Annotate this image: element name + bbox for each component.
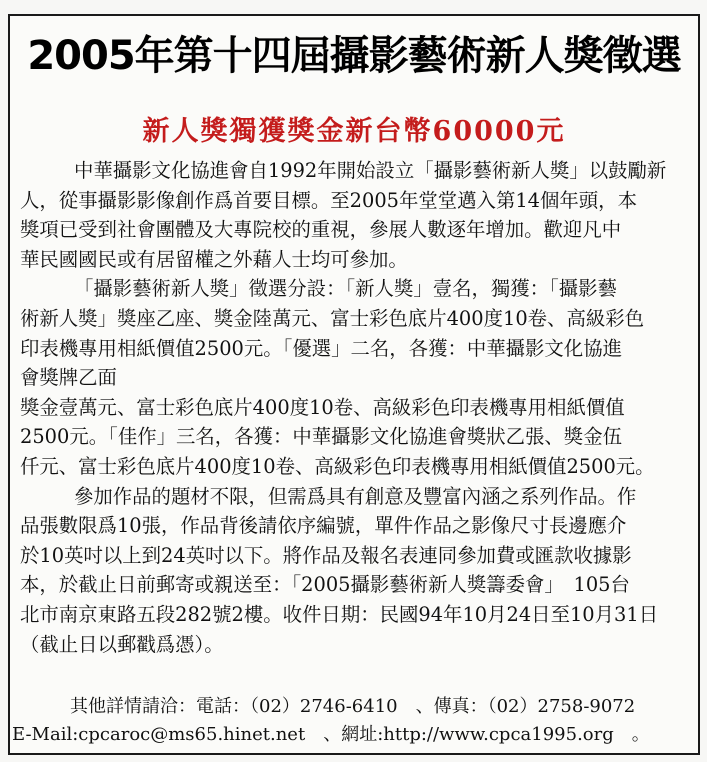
contact-info <box>12 693 694 749</box>
body-line: 仟元、富士彩色底片400度10卷、高級彩色印表機專用相紙價值2500元。 <box>20 454 655 478</box>
contact-email-website: E-Mail:cpcaroc@ms65.hinet.net 、網址:http://www.cpca1995.org 。 <box>12 724 650 745</box>
body-line: 獎項已受到社會團體及大專院校的重視，參展人數逐年增加。歡迎凡中 <box>20 218 622 242</box>
body-line: 獎金壹萬元、富士彩色底片400度10卷、高級彩色印表機專用相紙價值 <box>20 395 625 419</box>
body-line: 於10英吋以上到24英吋以下。將作品及報名表連同參加費或匯款收據影 <box>20 543 632 567</box>
body-line: 2500元。「佳作」三名，各獲：中華攝影文化協進會獎狀乙張、獎金伍 <box>20 425 622 449</box>
body-line: 參加作品的題材不限，但需爲具有創意及豐富內涵之系列作品。作 <box>74 484 637 508</box>
body-line: 術新人獎」獎座乙座、獎金陸萬元、富士彩色底片400度10卷、高級彩色 <box>20 306 645 330</box>
body-line: 「攝影藝術新人獎」徵選分設：「新人獎」壹名，獨獲：「攝影藝 <box>74 277 617 301</box>
body-line: 人，從事攝影影像創作爲首要目標。至2005年堂堂邁入第14個年頭，本 <box>20 188 637 212</box>
body-line: 北市南京東路五段282號2樓。收件日期：民國94年10月24日至10月31日 <box>20 602 659 626</box>
body-line: 印表機專用相紙價值2500元。「優選」二名，各獲：中華攝影文化協進 <box>20 336 622 360</box>
body-line: 華民國國民或有居留權之外藉人士均可參加。 <box>20 247 408 271</box>
body-line: 本，於截止日前郵寄或親送至：「2005攝影藝術新人獎籌委會」 105台 <box>20 573 630 597</box>
article-body <box>20 156 690 659</box>
body-line: （截止日以郵戳爲憑）。 <box>20 632 224 656</box>
contact-phone-fax: 其他詳情請洽：電話：（02）2746-6410 、傳真：（02）2758-9072 <box>70 696 636 717</box>
body-line: 中華攝影文化協進會自1992年開始設立「攝影藝術新人獎」以鼓勵新 <box>74 159 667 182</box>
article-subtitle: 新人獎獨獲獎金新台幣60000元 <box>142 116 566 147</box>
body-line: 品張數限爲10張，作品背後請依序編號，單件作品之影像尺寸長邊應介 <box>20 514 627 538</box>
article-title: 2005年第十四屆攝影藝術新人獎徵選 <box>27 33 681 79</box>
body-line: 會獎牌乙面 <box>20 366 117 390</box>
